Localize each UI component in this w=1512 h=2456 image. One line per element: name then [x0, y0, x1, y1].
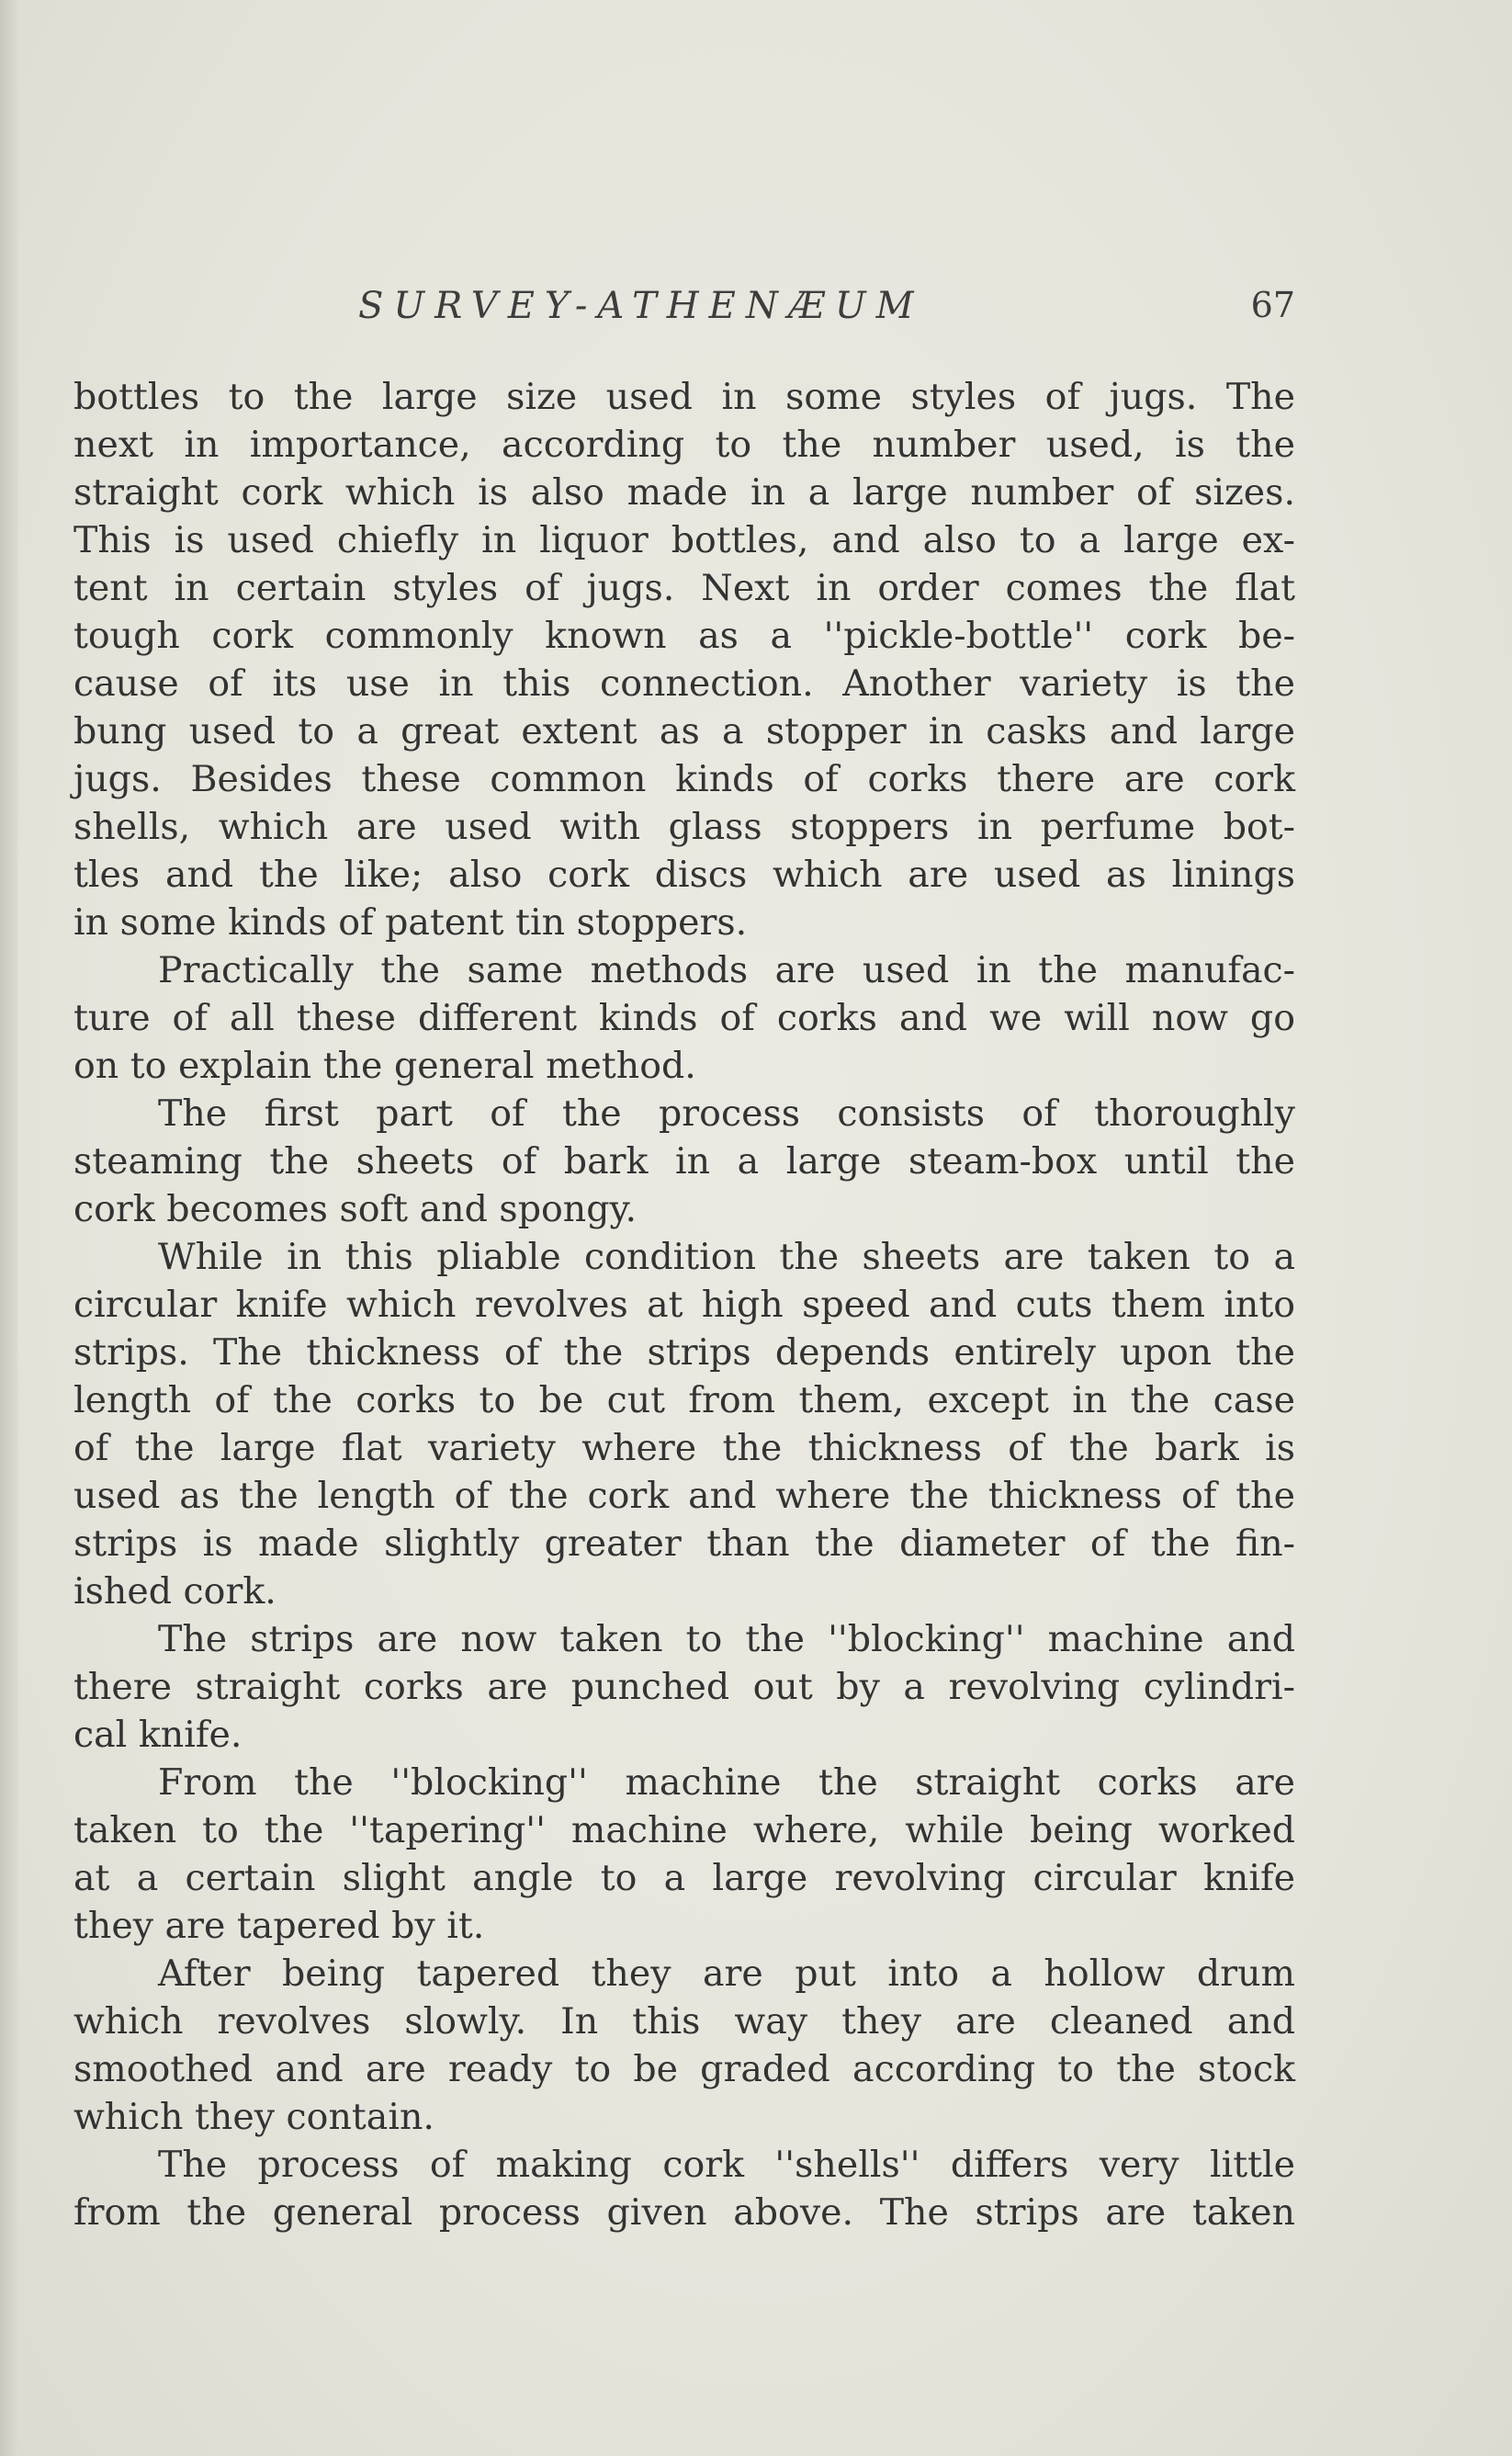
- text-line: which they contain.: [73, 2096, 434, 2138]
- text-line: This is used chiefly in liquor bottles, and also to a large ex-: [73, 519, 1295, 561]
- text-line: steaming the sheets of bark in a large steam-box until the: [73, 1140, 1295, 1183]
- text-line: from the general process given above. The strips are taken: [73, 2191, 1295, 2234]
- text-line: on to explain the general method.: [73, 1045, 696, 1087]
- paragraph: [73, 373, 1295, 946]
- binding-edge: [0, 0, 18, 2456]
- text-line: tles and the like; also cork discs which are used as linings: [73, 854, 1295, 896]
- text-line: cause of its use in this connection. Another variety is the: [73, 662, 1295, 705]
- text-line: ished cork.: [73, 1570, 276, 1613]
- text-line: After being tapered they are put into a hollow drum: [158, 1952, 1295, 1995]
- text-line: bung used to a great extent as a stopper in casks and large: [73, 710, 1295, 753]
- running-title: SURVEY-ATHENÆUM: [358, 285, 924, 327]
- text-line: in some kinds of patent tin stoppers.: [73, 901, 748, 944]
- text-line: used as the length of the cork and where the thickness of the: [73, 1475, 1295, 1517]
- text-line: The process of making cork ''shells'' differs very little: [158, 2144, 1295, 2186]
- text-line: From the ''blocking'' machine the straight corks are: [158, 1761, 1295, 1804]
- text-line: tent in certain styles of jugs. Next in order comes the flat: [73, 567, 1295, 609]
- text-line: cork becomes soft and spongy.: [73, 1188, 638, 1230]
- text-line: they are tapered by it.: [73, 1905, 485, 1947]
- text-line: length of the corks to be cut from them, except in the case: [73, 1379, 1295, 1421]
- text-line: tough cork commonly known as a ''pickle-bottle'' cork be-: [73, 615, 1295, 657]
- body-text: [73, 373, 1295, 2236]
- text-line: shells, which are used with glass stoppers in perfume bot-: [73, 806, 1295, 848]
- text-line: smoothed and are ready to be graded according to the stock: [73, 2048, 1295, 2090]
- text-line: The first part of the process consists of thoroughly: [158, 1092, 1295, 1135]
- text-line: strips is made slightly greater than the diameter of the fin-: [73, 1522, 1295, 1565]
- text-line: While in this pliable condition the sheets are taken to a: [158, 1236, 1295, 1278]
- paragraph: [73, 1759, 1295, 1950]
- page-number: 67: [1250, 285, 1295, 325]
- paragraph: [73, 2141, 1295, 2236]
- paragraph: [73, 1233, 1295, 1615]
- paragraph: [73, 946, 1295, 1090]
- text-line: Practically the same methods are used in the manufac-: [158, 949, 1295, 991]
- text-line: The strips are now taken to the ''blocking'' machine and: [158, 1618, 1295, 1660]
- text-line: cal knife.: [73, 1714, 243, 1756]
- text-line: circular knife which revolves at high speed and cuts them into: [73, 1284, 1295, 1326]
- text-line: bottles to the large size used in some styles of jugs. The: [73, 376, 1295, 418]
- text-line: there straight corks are punched out by a revolving cylindri-: [73, 1666, 1295, 1708]
- text-line: at a certain slight angle to a large revolving circular knife: [73, 1857, 1295, 1899]
- text-line: taken to the ''tapering'' machine where, while being worked: [73, 1809, 1295, 1851]
- text-line: of the large flat variety where the thickness of the bark is: [73, 1427, 1295, 1469]
- text-line: which revolves slowly. In this way they are cleaned and: [73, 2000, 1295, 2043]
- text-line: straight cork which is also made in a large number of sizes.: [73, 471, 1295, 514]
- paragraph: [73, 1950, 1295, 2141]
- paragraph: [73, 1090, 1295, 1233]
- paragraph: [73, 1615, 1295, 1759]
- text-line: jugs. Besides these common kinds of corks there are cork: [73, 758, 1295, 800]
- text-line: ture of all these different kinds of corks and we will now go: [73, 997, 1295, 1039]
- text-line: next in importance, according to the number used, is the: [73, 424, 1295, 466]
- page-header: [73, 285, 1295, 340]
- text-line: strips. The thickness of the strips depends entirely upon the: [73, 1331, 1295, 1374]
